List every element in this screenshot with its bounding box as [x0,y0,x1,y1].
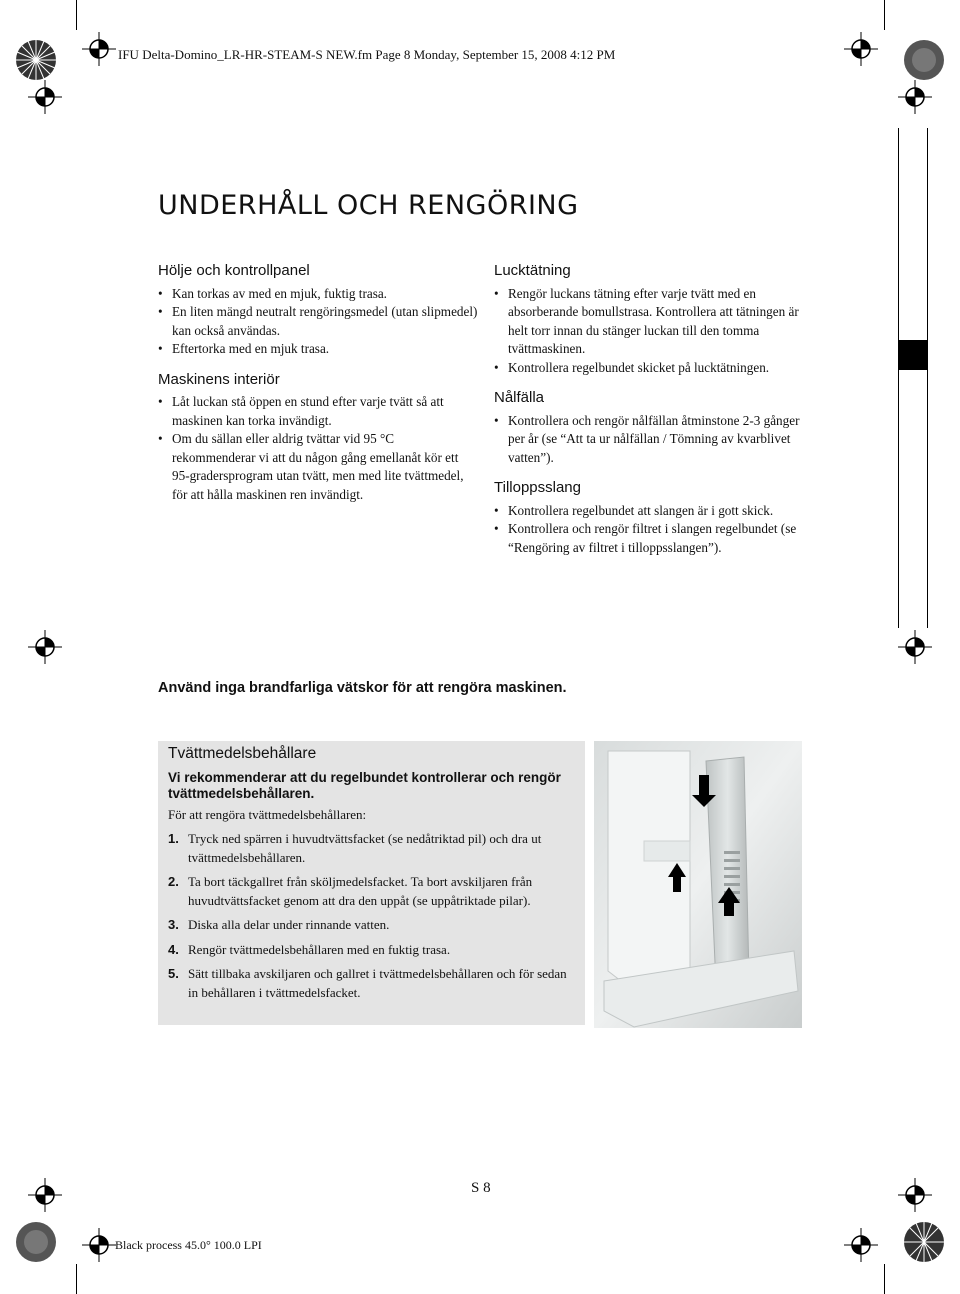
thumb-tab-marker [898,340,928,370]
list-item: • Kontrollera och rengör filtret i slangen regelbundet (se “Rengöring av filtret i tilloppsslangen”). [494,520,814,557]
section-heading: Maskinens interiör [158,370,280,388]
list-item: • Rengör luckans tätning efter varje tvätt med en absorberande bomullstrasa. Kontrollera att tätningen är helt torr innan du stänger luckan till den tomma tvättmaskinen. [494,285,814,359]
crosshair-icon [28,80,62,114]
section-heading: Hölje och kontrollpanel [158,262,310,279]
page-title: UNDERHÅLL OCH RENGÖRING [158,190,579,221]
trim-line [884,1264,885,1294]
crosshair-icon [28,1178,62,1212]
step-number: 5. [168,966,179,981]
list-item: • Om du sällan eller aldrig tvättar vid 95 °C rekommenderar vi att du någon gång emellanåt kör ett 95-gradersprogram utan tvätt, men med lite tvättmedel, för att hålla maskinen ren invändigt. [158,430,478,504]
detergent-drawer-photo [594,741,802,1028]
crosshair-icon [844,1228,878,1262]
crosshair-icon [82,1228,116,1262]
crosshair-icon [898,630,932,664]
crosshair-icon [28,630,62,664]
registration-mark-icon [6,1212,66,1272]
step-text: Tryck ned spärren i huvudtvättsfacket (se nedåtriktad pil) och dra ut tvättmedelsbehållaren. [188,831,542,865]
step-item [168,941,578,960]
trim-line [76,0,77,30]
crosshair-icon [844,32,878,66]
list-item: • En liten mängd neutralt rengöringsmedel (utan slipmedel) kan också användas. [158,303,478,340]
section-heading: Lucktätning [494,262,571,279]
step-item [168,830,578,867]
crosshair-icon [898,80,932,114]
list-item: • Låt luckan stå öppen en stund efter varje tvätt så att maskinen kan torka invändigt. [158,393,478,430]
bullet-list [158,285,478,359]
step-item [168,965,578,1002]
crosshair-icon [82,32,116,66]
list-item: • Kontrollera regelbundet att slangen är i gott skick. [494,502,814,521]
step-number: 1. [168,831,179,846]
step-text: Rengör tvättmedelsbehållaren med en fuktig trasa. [188,941,451,957]
panel-subtitle: Vi rekommenderar att du regelbundet kontrollerar och rengör tvättmedelsbehållaren. [168,769,561,801]
bullet-list [494,285,814,378]
left-column [158,262,478,504]
trim-line [76,1264,77,1294]
print-slug-footer: Black process 45.0° 100.0 LPI [115,1238,262,1252]
trim-line [884,0,885,30]
detergent-drawer-panel [158,741,585,1025]
list-item: • Kontrollera regelbundet skicket på lucktätningen. [494,359,814,378]
step-text: Diska alla delar under rinnande vatten. [188,917,390,932]
bullet-list [158,393,478,504]
section-heading: Nålfälla [494,389,545,406]
page-number: S 8 [471,1180,491,1196]
step-number: 4. [168,941,179,957]
section-heading: Tilloppsslang [494,479,581,496]
step-number: 2. [168,874,179,889]
panel-title: Tvättmedelsbehållare [168,745,317,762]
step-text: Ta bort täckgallret från sköljmedelsfacket. Ta bort avskiljaren från huvudtvättsfacket genom att dra den uppåt (se uppåtriktade pilar). [188,874,533,908]
registration-mark-icon [894,1212,954,1272]
step-item [168,873,578,910]
list-item: • Kan torkas av med en mjuk, fuktig trasa. [158,285,478,304]
bullet-list [494,502,814,558]
bullet-list [494,412,814,468]
warning-text: Använd inga brandfarliga vätskor för att rengöra maskinen. [158,680,567,696]
print-slug-header: IFU Delta-Domino_LR-HR-STEAM-S NEW.fm Page 8 Monday, September 15, 2008 4:12 PM [118,47,616,62]
step-number: 3. [168,917,179,932]
right-column [494,262,814,557]
list-item: • Eftertorka med en mjuk trasa. [158,340,478,359]
step-item [168,916,578,935]
step-text: Sätt tillbaka avskiljaren och gallret i tvättmedelsbehållaren och för sedan in behållaren i tvättmedelsfacket. [188,966,567,1000]
panel-intro: För att rengöra tvättmedelsbehållaren: [168,806,367,822]
thumb-tab-frame [898,128,928,628]
list-item: • Kontrollera och rengör nålfällan åtminstone 2-3 gånger per år (se “Att ta ur nålfällan / Tömning av kvarblivet vatten”). [494,412,814,468]
step-list [168,830,578,1002]
crosshair-icon [898,1178,932,1212]
